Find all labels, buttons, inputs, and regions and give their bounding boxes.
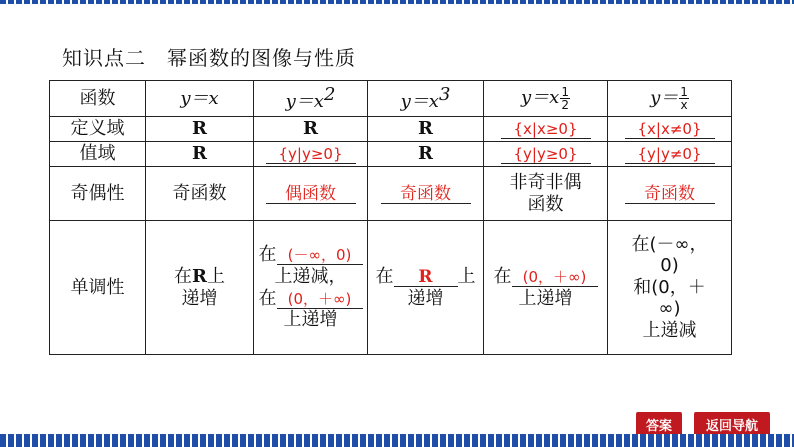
- mono-c2: 在 (－∞，0) 上递减， 在 (0，＋∞) 上递增: [254, 221, 368, 355]
- parity-row: [50, 167, 732, 221]
- range-c2: {y|y≥0}: [254, 142, 368, 167]
- domain-c2: R: [254, 117, 368, 142]
- mono-c3: 在 R 上 递增: [368, 221, 484, 355]
- header-f2: $y=x^2$: [254, 81, 368, 117]
- header-f3: $y=x^3$: [368, 81, 484, 117]
- page-title: 知识点二 幂函数的图像与性质: [62, 46, 356, 70]
- monotonicity-row: [50, 221, 732, 355]
- power-function-table: [49, 80, 732, 355]
- mono-label: 单调性: [50, 221, 146, 355]
- header-f5: y＝ $\frac{1}{x}$: [608, 81, 732, 117]
- header-label: 函数: [50, 81, 146, 117]
- parity-label: 奇偶性: [50, 167, 146, 221]
- domain-c4: {x|x≥0}: [484, 117, 608, 142]
- parity-c4: 非奇非偶函数: [484, 167, 608, 221]
- parity-c3: 奇函数: [368, 167, 484, 221]
- answer-button[interactable]: 答案: [636, 412, 682, 436]
- range-c3: R: [368, 142, 484, 167]
- parity-c5: 奇函数: [608, 167, 732, 221]
- mono-c4: 在 (0，＋∞) 上递增: [484, 221, 608, 355]
- range-c5: {y|y≠0}: [608, 142, 732, 167]
- range-label: 值域: [50, 142, 146, 167]
- header-row: [50, 81, 732, 117]
- domain-label: 定义域: [50, 117, 146, 142]
- parity-c2: 偶函数: [254, 167, 368, 221]
- mono-c1: 在R上 递增: [146, 221, 254, 355]
- header-f4: y＝x $\frac{1}{2}$: [484, 81, 608, 117]
- header-f1: y＝x: [146, 81, 254, 117]
- range-row: [50, 142, 732, 167]
- top-decor-stripe: [0, 0, 794, 4]
- domain-row: [50, 117, 732, 142]
- range-c1: R: [146, 142, 254, 167]
- bottom-decor-stripe: [0, 434, 794, 447]
- domain-c1: R: [146, 117, 254, 142]
- range-c4: {y|y≥0}: [484, 142, 608, 167]
- mono-c5: 在(－∞， 0) 和(0，＋ ∞) 上递减: [608, 221, 732, 355]
- back-to-nav-button[interactable]: 返回导航: [694, 412, 770, 436]
- domain-c5: {x|x≠0}: [608, 117, 732, 142]
- domain-c3: R: [368, 117, 484, 142]
- parity-c1: 奇函数: [146, 167, 254, 221]
